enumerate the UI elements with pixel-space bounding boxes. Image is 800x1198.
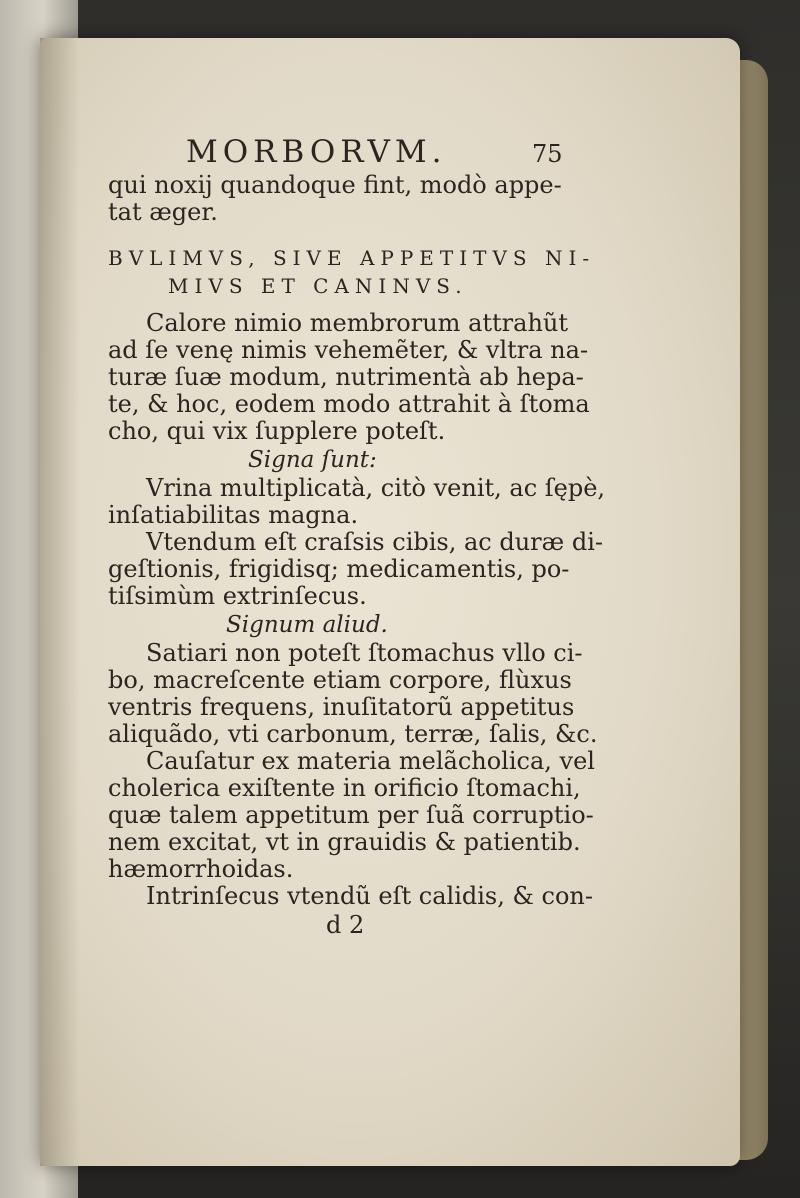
text-line: Intrinſecus vtendũ eſt calidis, & con- <box>146 882 593 910</box>
subheading: Signa ſunt: <box>248 447 377 473</box>
text-line: Vtendum eſt craſsis cibis, ac duræ di- <box>146 528 603 556</box>
text-line: ad ſe venę nimis vehemẽter, & vltra na- <box>108 336 589 364</box>
text-line: cholerica exiſtente in orificio ſtomachi, <box>108 774 581 802</box>
paragraph <box>108 883 608 910</box>
text-line: tiſsimùm extrinſecus. <box>108 582 367 610</box>
text-line: turæ ſuæ modum, nutrimentà ab hepa- <box>108 363 584 391</box>
text-line: geſtionis, frigidisq; medicamentis, po- <box>108 555 570 583</box>
section-heading-line: BVLIMVS, SIVE APPETITVS NI- <box>108 246 596 270</box>
text-line: nem excitat, vt in grauidis & patientib. <box>108 828 581 856</box>
page-number: 75 <box>532 140 563 168</box>
text-line: hæmorrhoidas. <box>108 855 294 883</box>
signature-mark: d 2 <box>326 911 365 939</box>
text-line: Calore nimio membrorum attrahũt <box>146 309 569 337</box>
paragraph <box>108 640 608 748</box>
text-line: aliquãdo, vti carbonum, terræ, ſalis, &c. <box>108 720 598 748</box>
section-heading <box>108 244 608 300</box>
text-line: inſatiabilitas magna. <box>108 501 359 529</box>
text-line: te, & hoc, eodem modo attrahit à ſtoma <box>108 390 590 418</box>
running-head-title: MORBORVM. <box>186 134 447 170</box>
subheading: Signum aliud. <box>226 612 388 638</box>
text-line: quæ talem appetitum per ſuã corruptio- <box>108 801 594 829</box>
paragraph <box>108 310 608 445</box>
text-line: bo, macreſcente etiam corpore, flùxus <box>108 666 572 694</box>
text-line: cho, qui vix ſupplere poteſt. <box>108 417 446 445</box>
running-head <box>108 128 608 172</box>
paragraph <box>108 748 608 883</box>
opening-text <box>108 172 608 226</box>
text-line: Satiari non poteſt ſtomachus vllo ci- <box>146 639 583 667</box>
paragraph <box>108 475 608 529</box>
text-line: Cauſatur ex materia melãcholica, vel <box>146 747 595 775</box>
text-line: ventris frequens, inuſitatorũ appetitus <box>108 693 575 721</box>
text-line: tat æger. <box>108 198 218 226</box>
page-text <box>108 128 608 940</box>
page-gutter-shadow <box>40 38 80 1166</box>
section-heading-line: MIVS ET CANINVS. <box>168 274 468 298</box>
text-line: qui noxij quandoque fint, modò appe- <box>108 171 562 199</box>
text-line: Vrina multiplicatà, citò venit, ac ſępè, <box>146 474 606 502</box>
paragraph <box>108 529 608 610</box>
